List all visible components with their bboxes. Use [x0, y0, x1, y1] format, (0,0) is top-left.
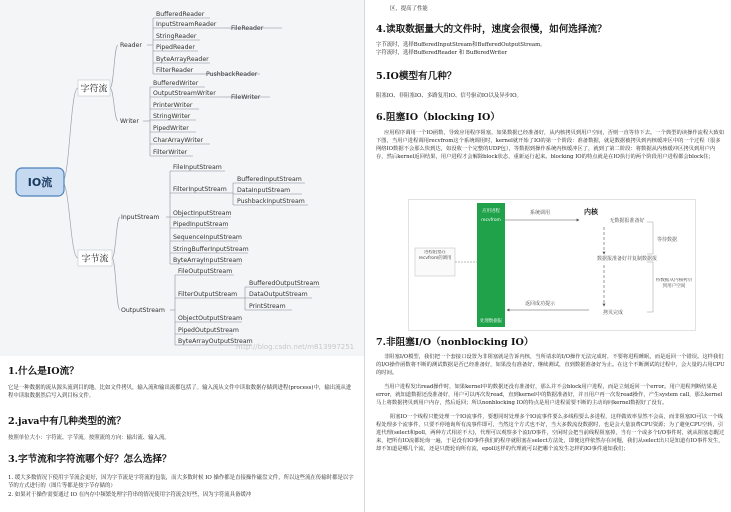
reader-item: InputStreamReader — [156, 21, 217, 28]
reader-item: BufferedReader — [156, 11, 205, 18]
section-2-body-wrap — [8, 434, 356, 442]
blocked-note: 进程阻塞在recvfrom的调用 — [418, 250, 452, 261]
filterinput-sub-item: PushbackInputStream — [237, 198, 305, 205]
top-line-wrap — [376, 5, 725, 13]
section-2-title: 2.java中有几种类型的流？ — [8, 416, 126, 427]
outputstream-item: ObjectOutputStream — [178, 315, 243, 322]
section-3-item-1: 1. 缓大多数情况下使用字节流会更好，因为字节流是字符流的包装，而大多数时候 IO 操作都是直接操作磁盘文件，所以这些流在传输时都是以字节的方式进行的（图片等都是按字节存储的） — [8, 475, 354, 490]
inputstream-item: PipedInputStream — [173, 221, 229, 228]
left-page — [0, 0, 365, 512]
root-label: IO流 — [27, 176, 53, 189]
section-2 — [8, 413, 356, 427]
blocking-io-svg — [409, 200, 695, 330]
reader-node: Reader — [120, 42, 142, 49]
section-7-para-3: 阻塞IO一个线程只能处理一个IO流事件，要想同时处理多个IO流事件要么多线程要么多进程，这样做效率显然不会高，而非阻塞IO可以一个线程处理多个流事件，只要不停地询所有流事件即可，当然这个方式也不好，当大多数流没数据时，也是会大量浪费CPU资源；为了避免CPU空转，引进代理(select和poll，两种方式相差不大)，代理可以观察多个流I/O事件，空闲时会把当前线程阻塞掉，当有一个或多个I/O事件时，就从阻塞态醒过来，把所有IO流都轮询一遍，于是没有IO事件我们的程序就阻塞在select方法处，即便这样依然存在问题，我们从select出只是知道有IO事件发生，却不知道是哪几个流，还是只能轮询所有流，epoll这样的代理就可以把哪个流发生怎样的IO事件通知我们； — [376, 414, 725, 452]
inputstream-item: FileInputStream — [173, 164, 222, 171]
writer-item: FilterWriter — [153, 149, 188, 156]
outputstream-item: PipedOutputStream — [178, 327, 239, 334]
section-6 — [376, 109, 725, 123]
kernel-title: 内核 — [584, 208, 598, 216]
writer-item: StringWriter — [153, 113, 191, 120]
wait-data-label: 等待数据 — [657, 237, 678, 243]
app-label: 应用进程 — [482, 209, 500, 214]
section-2-body: 按照单位大小：字符流、字节流。按照流的方向：输出流、输入流。 — [8, 435, 170, 441]
inputstream-item: FilterInputStream — [173, 186, 227, 193]
section-4-body — [376, 41, 725, 58]
outputstream-item: FileOutputStream — [178, 268, 233, 275]
section-1-title: 1.什么是IO流？ — [8, 366, 79, 377]
blocked-note-fo — [416, 250, 454, 276]
io-mindmap — [0, 0, 364, 356]
outputstream-item: ByteArrayOutputStream — [178, 338, 253, 345]
section-6-body: 应用程序调用一个IO函数，导致应用程序阻塞，如果数据已经准备好，从内核拷贝到用户空间，否则一直等待下去。一个典型的读操作流程大致如下图，当用户进程调用recvfrom这个系统调用时，kernel就开始了IO的第一个阶段：准备数据，就是数据被拷贝到内核缓冲区中的一个过程（很多网络IO数据不会那么快到达，如没收一个完整的UDP包），等数据到操作系统内核缓冲区了，就到了第二阶段：将数据从内核缓冲区拷贝到用户内存，然后kernel返回结果，用户进程才会解除block状态，重新运行起来。blocking IO的特点就是在IO执行的两个阶段用户进程都会block住； — [376, 130, 725, 160]
section-4-line-1: 字节流时，选择BufferedInputStream和BufferedOutputStream。 — [376, 42, 546, 48]
reader-item: ByteArrayReader — [156, 56, 209, 63]
recvfrom-label: recvfrom — [481, 218, 501, 223]
ready-copy-label: 数据报准备好并复制数据报 — [596, 256, 658, 262]
outputstream-item: FilterOutputStream — [178, 291, 238, 298]
section-1 — [8, 363, 356, 377]
section-7 — [376, 334, 725, 348]
section-1-body-wrap — [8, 384, 356, 401]
reader-sub-item: PushbackReader — [206, 71, 258, 78]
section-4-title: 4.读取数据量大的文件时，速度会很慢，如何选择流？ — [376, 24, 607, 35]
section-3-item-2: 2. 如果对于操作需要通过 IO 在内存中频繁处理字符串的情况使用字符流会好些，因为字符流具备缓冲 — [8, 491, 252, 498]
mindmap-svg — [0, 0, 364, 356]
inputstream-item: ObjectInputStream — [173, 210, 232, 217]
blocking-io-diagram — [408, 199, 696, 331]
watermark: http://blog.csdn.net/m813997251 — [236, 343, 355, 351]
no-data-label: 无数据报准备好 — [609, 218, 645, 224]
return-ok-label: 返回成功提示 — [524, 301, 556, 307]
section-7-body-wrap — [376, 353, 725, 453]
right-page — [366, 0, 731, 512]
filteroutput-sub-item: BufferedOutputStream — [249, 280, 320, 287]
outputstream-node: OutputStream — [121, 307, 165, 314]
filterinput-sub-item: BufferedInputStream — [237, 176, 302, 183]
writer-sub-item: FileWriter — [231, 94, 261, 101]
char-stream-label: 字符流 — [80, 84, 108, 95]
copy-done-label: 拷贝完成 — [602, 310, 624, 316]
syscall-label: 系统调用 — [529, 210, 551, 216]
section-1-body: 它是一种数据的流从源头流到目的地。比如文件拷贝，输入流和输出流都包括了。输入流从文件中读取数据存储到进程(process)中，输出流从进程中读取数据然后写入到目标文件。 — [8, 385, 352, 400]
writer-item: PipedWriter — [153, 125, 189, 132]
inputstream-node: InputStream — [121, 214, 160, 221]
section-7-para-2: 当用户进程发出read操作时，如果kernel中的数据还没有准备好，那么并不会block用户进程，而是立刻返回一个error。用户进程判断结果是error，就知道数据还没准备好，用户可以再次发read，直到kernel中的数据准备好，并且用户再一次发read操作，产生system call，那么kernel马上将数据拷贝到用户内存，然后返回；所以nonblocking IO的特点是用户进程需要不断的主动询问kernel数据好了没有。 — [376, 384, 723, 406]
inputstream-item: SequenceInputStream — [173, 234, 242, 241]
writer-node: Writer — [120, 118, 139, 125]
filteroutput-sub-item: PrintStream — [249, 303, 286, 310]
writer-item: BufferedWriter — [153, 80, 199, 87]
copy-kernel-user-fo — [655, 278, 693, 298]
copy-kernel-user-label: 将数据从内核拷贝到用户空间 — [655, 278, 693, 289]
section-5-title: 5.IO模型有几种？ — [376, 71, 457, 82]
writer-item: OutputStreamWriter — [153, 90, 216, 97]
wait-brace — [647, 222, 653, 254]
inputstream-item: StringBufferInputStream — [173, 246, 249, 253]
copy-brace — [647, 262, 653, 312]
section-7-title: 7.非阻塞I/O（nonblocking IO） — [376, 337, 534, 348]
section-5-body-wrap — [376, 92, 725, 100]
process-data-label: 处理数据报 — [480, 319, 502, 324]
section-3 — [8, 451, 356, 465]
section-6-body-wrap — [376, 129, 725, 161]
inputstream-item: ByteArrayInputStream — [173, 257, 243, 264]
section-3-title: 3.字节流和字符流哪个好？怎么选择？ — [8, 454, 172, 465]
section-4 — [376, 21, 725, 35]
reader-item: PipedReader — [156, 44, 195, 51]
reader-item: FilterReader — [156, 67, 194, 74]
writer-item: CharArrayWriter — [153, 137, 204, 144]
writer-item: PrinterWriter — [153, 102, 193, 109]
section-4-line-2: 字符流时，选择BufferedReader 和 BufferedWriter — [376, 50, 508, 57]
top-line: 区，提高了性能 — [390, 6, 428, 12]
reader-item: StringReader — [156, 33, 197, 40]
section-3-body-wrap — [8, 474, 356, 499]
section-6-title: 6.阻塞IO（blocking IO） — [376, 112, 500, 123]
filterinput-sub-item: DataInputStream — [237, 187, 291, 194]
byte-stream-label: 字节流 — [81, 254, 109, 265]
reader-sub-item: FileReader — [231, 25, 264, 32]
section-5 — [376, 68, 725, 82]
section-5-body: 阻塞IO、非阻塞IO、多路复用IO、信号驱动IO以及异步IO。 — [376, 93, 522, 99]
filteroutput-sub-item: DataOutputStream — [249, 291, 308, 298]
section-7-para-1: 非阻塞I/O模型，我们把一个套接口设置为非阻塞就是告诉内核，当所请求的I/O操作无法完成时，不要将进程睡眠，而是返回一个错误。这样我们的I/O操作函数将不断的测试数据是否已经准备好，如果没有准备好，继续测试，直到数据准备好为止。在这个不断测试的过程中，会大量的占用CPU的时间。 — [376, 354, 725, 376]
